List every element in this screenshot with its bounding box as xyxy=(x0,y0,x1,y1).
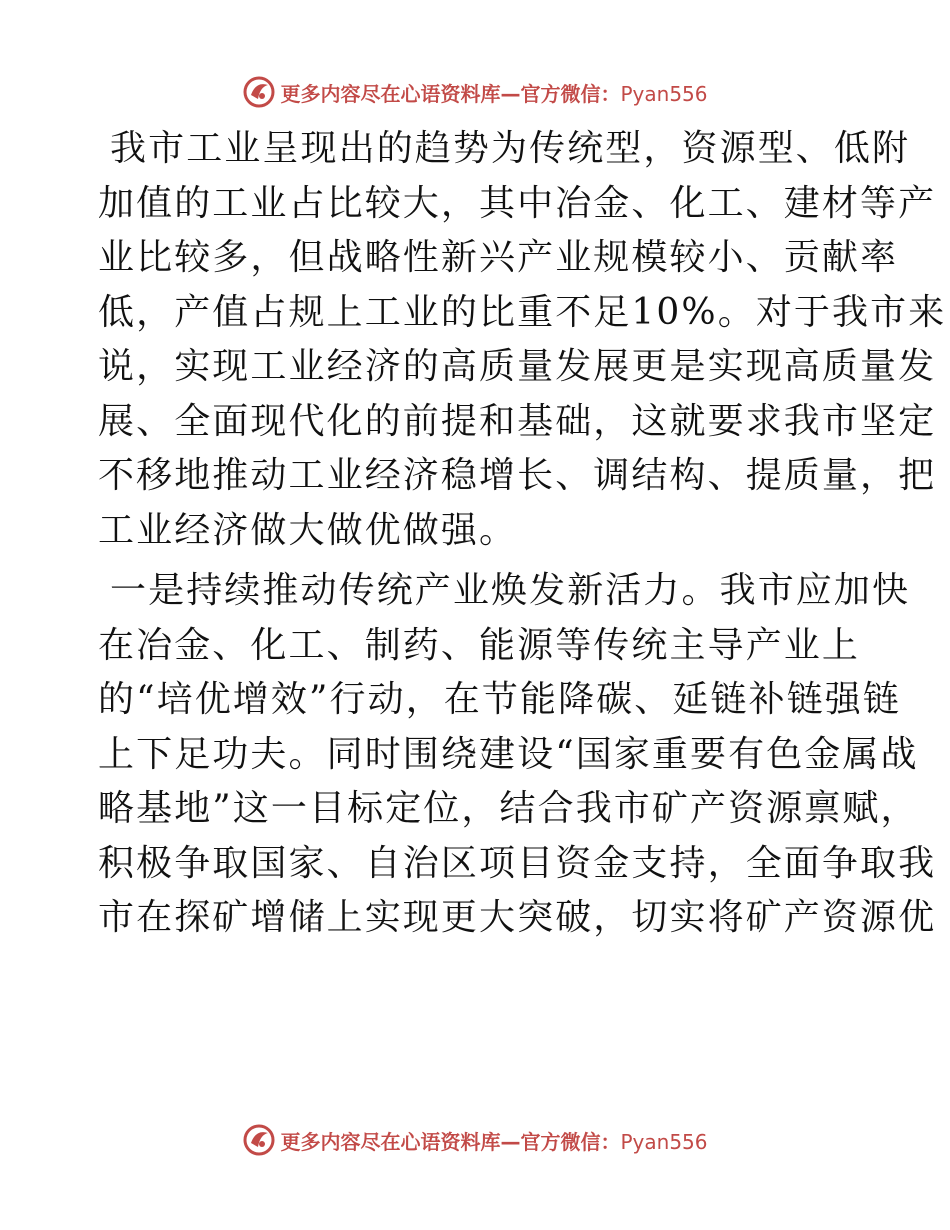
text-line: 低，产值占规上工业的比重不足10%。对于我市来 xyxy=(98,291,947,333)
header-watermark-banner xyxy=(0,72,950,112)
banner-wechat-id: Pyan556 xyxy=(620,81,708,106)
text-line: 略基地”这一目标定位，结合我市矿产资源禀赋， xyxy=(98,788,919,829)
text-line: 展、全面现代化的前提和基础，这就要求我市坚定 xyxy=(98,400,937,442)
banner-text xyxy=(280,1126,707,1155)
text-line: 上下足功夫。同时围绕建设“国家重要有色金属战 xyxy=(98,733,919,775)
paragraph-2 xyxy=(98,564,937,946)
text-line: 的“培优增效”行动，在节能降碳、延链补链强链 xyxy=(98,679,902,720)
swirl-logo-icon xyxy=(242,75,276,109)
text-line: 一是持续推动传统产业焕发新活力。我市应加快 xyxy=(110,570,911,611)
paragraph-1 xyxy=(98,122,947,558)
text-line: 积极争取国家、自治区项目资金支持，全面争取我 xyxy=(98,842,937,884)
swirl-logo-icon xyxy=(242,1123,276,1157)
banner-wechat-id: Pyan556 xyxy=(620,1129,708,1154)
text-line: 工业经济做大做优做强。 xyxy=(98,509,518,551)
text-line: 不移地推动工业经济稳增长、调结构、提质量，把 xyxy=(98,455,937,496)
text-line: 加值的工业占比较大，其中冶金、化工、建材等产 xyxy=(98,182,937,224)
text-line: 业比较多，但战略性新兴产业规模较小、贡献率 xyxy=(98,237,899,278)
banner-text xyxy=(280,78,707,107)
text-line: 说，实现工业经济的高质量发展更是实现高质量发 xyxy=(98,346,937,387)
banner-label: 更多内容尽在心语资料库—官方微信： xyxy=(280,1129,621,1154)
text-line: 市在探矿增储上实现更大突破，切实将矿产资源优 xyxy=(98,897,937,938)
document-body xyxy=(98,122,947,952)
text-line: 我市工业呈现出的趋势为传统型，资源型、低附 xyxy=(110,128,911,169)
footer-watermark-banner xyxy=(0,1120,950,1160)
banner-label: 更多内容尽在心语资料库—官方微信： xyxy=(280,81,621,106)
text-line: 在冶金、化工、制药、能源等传统主导产业上 xyxy=(98,624,861,666)
